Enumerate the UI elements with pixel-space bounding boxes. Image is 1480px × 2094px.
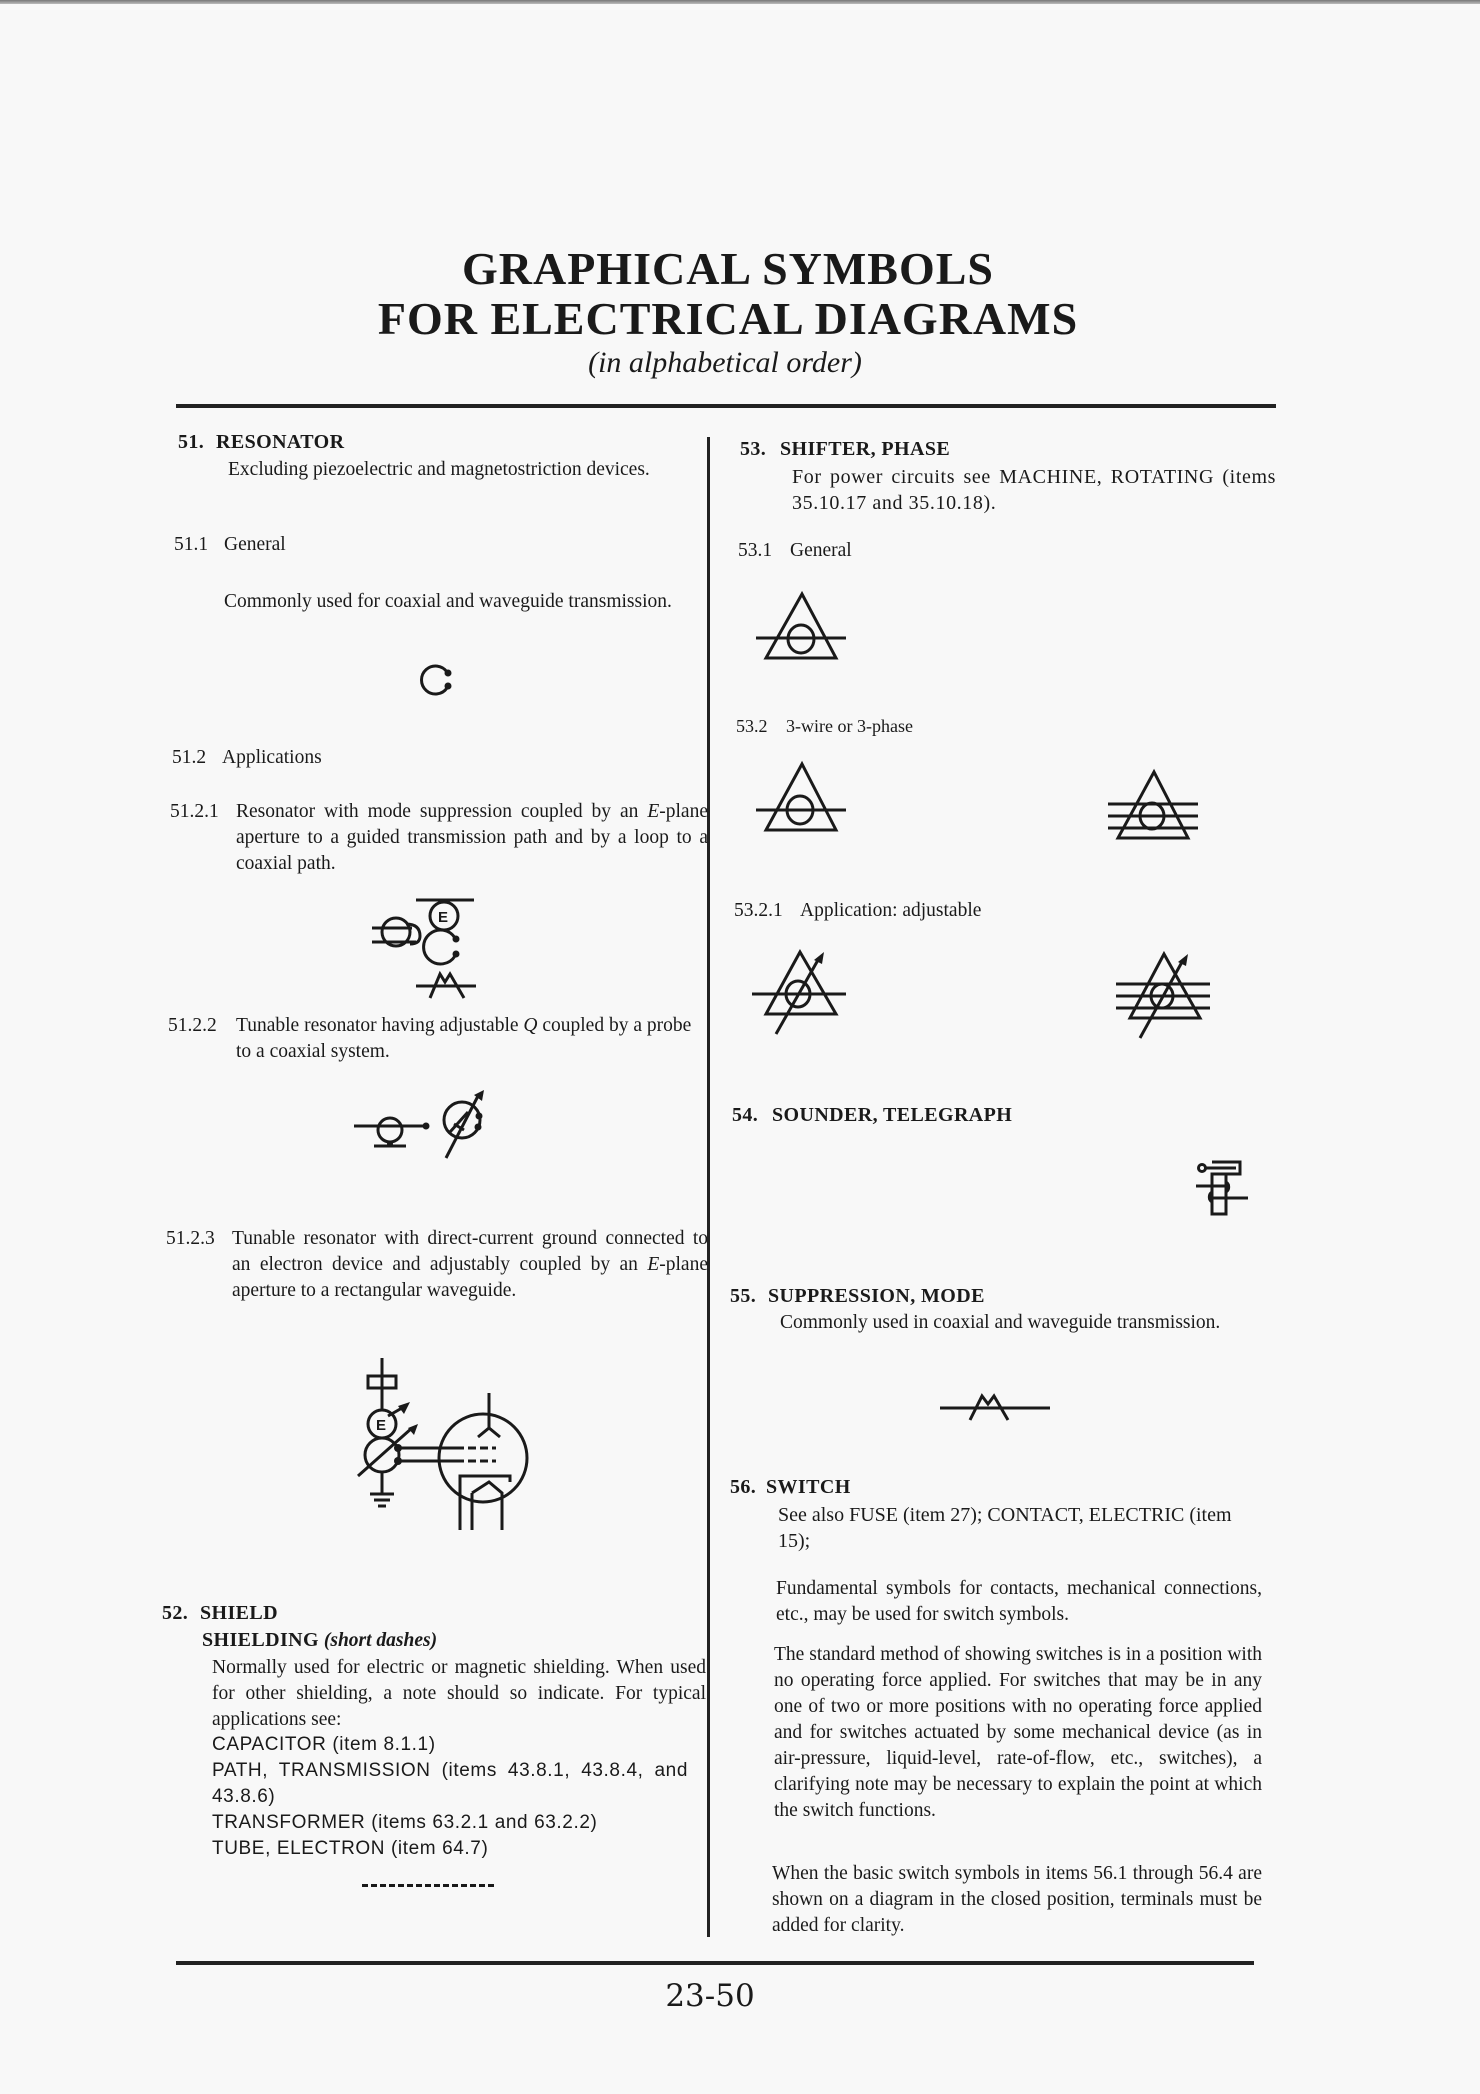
reference-item: TUBE, ELECTRON (item 64.7) [212, 1838, 489, 1859]
section-number: 55. [730, 1285, 757, 1307]
section-description: Normally used for electric or magnetic shielding. When used for other shielding, a note should so indicate. For typical applications see: [212, 1657, 706, 1730]
section-title: RESONATOR [216, 431, 345, 453]
adjustable-phase-shifter-single-symbol [752, 950, 852, 1040]
resonator-mode-suppression-symbol [372, 894, 492, 1004]
section-number: 52. [162, 1602, 189, 1624]
item-description: Tunable resonator with direct-current ground connected to an electron device and adjustably coupled by an E-plane aperture to a rectangular waveguide. [232, 1228, 708, 1301]
section-title: SWITCH [766, 1476, 851, 1498]
section-number: 56. [730, 1476, 757, 1498]
page-number: 23-50 [665, 1978, 755, 2014]
bottom-rule [176, 1961, 1254, 1965]
section-title: SOUNDER, TELEGRAPH [772, 1104, 1013, 1126]
phase-shifter-single-line-symbol [756, 762, 848, 834]
section-description: Commonly used in coaxial and waveguide transmission. [780, 1312, 1221, 1333]
tunable-resonator-electron-device-symbol [346, 1358, 526, 1538]
scan-edge [0, 0, 1480, 4]
subsection-title: Applications [222, 747, 322, 768]
section-number: 54. [732, 1104, 759, 1126]
subsection-number: 51.1 [174, 534, 209, 555]
section-description: Excluding piezoelectric and magnetostriction devices. [228, 459, 650, 480]
see-also-references: See also FUSE (item 27); CONTACT, ELECTRIC (item 15); [778, 1504, 1232, 1552]
page-subtitle: (in alphabetical order) [588, 346, 862, 379]
reference-item: PATH, TRANSMISSION (items 43.8.1, 43.8.4, and 43.8.6) [212, 1760, 688, 1807]
adjustable-phase-shifter-triple-symbol [1116, 952, 1216, 1042]
subsection-number: 53.1 [738, 540, 773, 561]
mode-suppression-symbol [940, 1388, 1052, 1422]
svg-text:E: E [376, 1417, 387, 1434]
section-title: SHIFTER, PHASE [780, 438, 951, 460]
switch-paragraph-2: The standard method of showing switches is in a position with no operating force applied. For switches that may be in any one of two or more positions with no operating force applied and for switches actuated by some mechanical device (as in air-pressure, liquid-level, rate-of-flow, etc., switches), a clarifying note may be necessary to explain the point at which the switch functions. [774, 1644, 1262, 1821]
resonator-general-symbol [418, 660, 458, 700]
phase-shifter-general-symbol [756, 592, 848, 664]
subsection-title: General [224, 534, 286, 555]
item-number: 51.2.3 [166, 1228, 215, 1249]
telegraph-sounder-symbol [1196, 1160, 1252, 1216]
subsection-number: 53.2 [736, 716, 768, 736]
section-title: SUPPRESSION, MODE [768, 1285, 985, 1307]
shielding-dash-symbol [362, 1884, 494, 1887]
item-number: 51.2.1 [170, 801, 219, 822]
item-number: 51.2.2 [168, 1015, 217, 1036]
page-title-line1: GRAPHICAL SYMBOLS [461, 243, 995, 294]
phase-shifter-three-line-symbol [1108, 770, 1200, 842]
section-subtitle: SHIELDING (short dashes) [202, 1629, 438, 1651]
switch-paragraph-1: Fundamental symbols for contacts, mechanical connections, etc., may be used for switch symbols. [776, 1578, 1262, 1625]
item-description: Resonator with mode suppression coupled by an E-plane aperture to a guided transmission path and by a loop to a coaxial path. [236, 801, 708, 874]
page-title-line2: FOR ELECTRICAL DIAGRAMS [377, 293, 1079, 344]
subsection-title: 3-wire or 3-phase [786, 716, 913, 736]
section-title: SHIELD [200, 1602, 278, 1624]
section-number: 53. [740, 438, 767, 460]
subsection-number: 51.2 [172, 747, 207, 768]
top-rule [176, 404, 1276, 408]
subsection-title: Application: adjustable [800, 900, 982, 921]
subsection-description: Commonly used for coaxial and waveguide transmission. [224, 591, 672, 612]
subsection-number: 53.2.1 [734, 900, 783, 921]
subsection-title: General [790, 540, 852, 561]
item-description: Tunable resonator having adjustable Q coupled by a probe to a coaxial system. [236, 1015, 692, 1062]
switch-paragraph-3: When the basic switch symbols in items 56.1 through 56.4 are shown on a diagram in the closed position, terminals must be added for clarity. [772, 1863, 1262, 1936]
column-divider [707, 437, 710, 1937]
section-description: For power circuits see MACHINE, ROTATING (items 35.10.17 and 35.10.18). [792, 466, 1276, 514]
reference-item: CAPACITOR (item 8.1.1) [212, 1734, 436, 1755]
reference-item: TRANSFORMER (items 63.2.1 and 63.2.2) [212, 1812, 598, 1833]
svg-text:E: E [438, 909, 449, 926]
tunable-resonator-probe-symbol [352, 1092, 502, 1162]
section-number: 51. [178, 431, 205, 453]
